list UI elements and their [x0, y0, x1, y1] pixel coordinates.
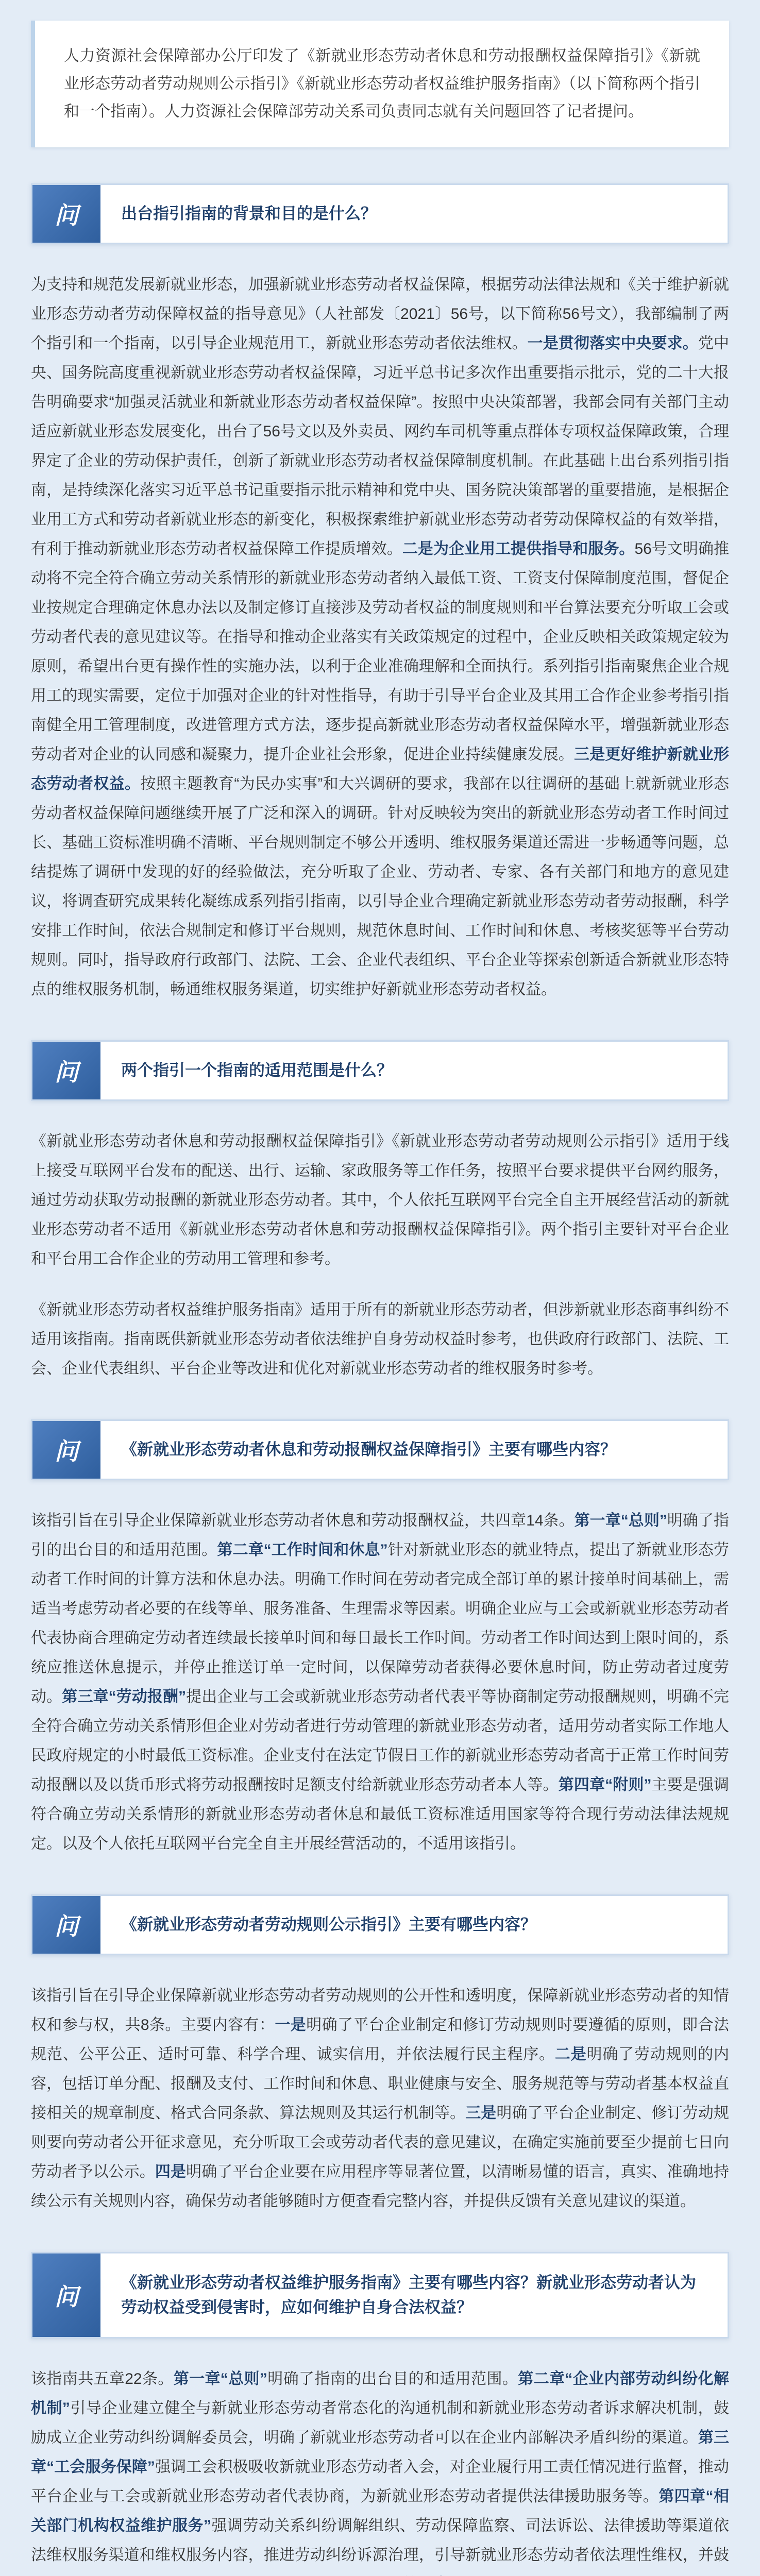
answer-text: 明确了平台企业要在应用程序等显著位置，以清晰易懂的语言，真实、准确地持续公示有关规则内容，确保劳动者能够随时方便查看完整内容，并提供反馈有关意见建议的渠道。	[31, 2163, 730, 2210]
answer-highlight: 一是贯彻落实中央要求。	[527, 335, 698, 352]
answer	[31, 1506, 729, 1858]
question-bar	[31, 183, 729, 244]
question-bar	[31, 1894, 729, 1955]
answer-highlight: 第三章“工会服务保障”	[31, 2429, 730, 2476]
question-bar	[31, 2252, 729, 2338]
answer-text: 提出企业与工会或新就业形态劳动者代表平等协商制定劳动报酬规则，明确不完全符合确立劳动关系情形但企业对劳动者进行劳动管理的新就业形态劳动者，适用劳动者实际工作地人民政府规定的小时最低工资标准。企业支付在法定节假日工作的新就业形态劳动者高于正常工作时间劳动报酬以及以货币形式将劳动报酬按时足额支付给新就业形态劳动者本人等。	[31, 1688, 730, 1793]
answer-highlight: 三是	[465, 2105, 497, 2122]
answer-highlight: 一是	[275, 2016, 307, 2033]
question-icon: 问	[32, 185, 100, 243]
answer	[31, 1127, 729, 1383]
answer-text: 强调工会积极吸收新就业形态劳动者入会，对企业履行用工责任情况进行监督，推动平台企业与工会或新就业形态劳动者代表协商，为新就业形态劳动者提供法律援助服务等。	[31, 2459, 730, 2505]
question-title: 出台指引指南的背景和目的是什么？	[121, 205, 377, 223]
answer-text: 明确了指引的出台目的和适用范围。	[31, 1512, 730, 1558]
answer-paragraph	[31, 1127, 729, 1274]
answer-highlight: 第四章“附则”	[558, 1776, 652, 1793]
answer-text: 明确了指南的出台目的和适用范围。	[267, 2370, 518, 2387]
answer-text: 明确了平台企业制定、修订劳动规则要向劳动者公开征求意见，充分听取工会或劳动者代表的意见建议，在确定实施前要至少提前七日向劳动者予以公示。	[31, 2105, 730, 2180]
answer-text: 《新就业形态劳动者权益维护服务指南》适用于所有的新就业形态劳动者，但涉新就业形态商事纠纷不适用该指南。指南既供新就业形态劳动者依法维护自身劳动权益时参考，也供政府行政部门、法院、工会、企业代表组织、平台企业等改进和优化对新就业形态劳动者的维权服务时参考。	[31, 1301, 729, 1377]
question-icon: 问	[32, 1042, 100, 1099]
answer-text: 明确了平台企业制定和修订劳动规则时要遵循的原则，即合法规范、公平公正、适时可靠、科学合理、诚实信用，并依法履行民主程序。	[31, 2016, 730, 2063]
question-icon: 问	[32, 2253, 100, 2337]
answer-paragraph	[31, 1981, 729, 2216]
qa-block	[0, 2252, 760, 2576]
answer-text: 该指引旨在引导企业保障新就业形态劳动者休息和劳动报酬权益，共四章14条。	[31, 1512, 575, 1529]
question-title: 《新就业形态劳动者休息和劳动报酬权益保障指引》主要有哪些内容？	[121, 1440, 616, 1459]
answer-highlight: 第二章“工作时间和休息”	[217, 1541, 388, 1558]
answer-highlight: 第四章“相关部门机构权益维护服务”	[31, 2488, 730, 2534]
answer	[31, 270, 729, 1004]
question-bar	[31, 1040, 729, 1101]
qa-list	[0, 183, 760, 2576]
question-title: 《新就业形态劳动者权益维护服务指南》主要有哪些内容？新就业形态劳动者认为劳动权益受到侵害时，应如何维护自身合法权益？	[121, 2274, 696, 2316]
answer-paragraph	[31, 270, 729, 1004]
question-title: 《新就业形态劳动者劳动规则公示指引》主要有哪些内容？	[121, 1916, 536, 1934]
question-icon: 问	[32, 1421, 100, 1479]
qa-block	[0, 1040, 760, 1383]
answer-paragraph	[31, 2364, 729, 2576]
answer-paragraph	[31, 1295, 729, 1383]
answer-text: 按照主题教育“为民办实事”和大兴调研的要求，我部在以往调研的基础上就新就业形态劳动者权益保障问题继续开展了广泛和深入的调研。针对反映较为突出的新就业形态劳动者工作时间过长、基础工资标准明确不清晰、平台规则制定不够公开透明、维权服务渠道还需进一步畅通等问题，总结提炼了调研中发现的好的经验做法，充分听取了企业、劳动者、专家、各有关部门和地方的意见建议，将调查研究成果转化凝练成系列指引指南，以引导企业合理确定新就业形态劳动者劳动报酬，科学安排工作时间，依法合规制定和修订平台规则，规范休息时间、工作时间和休息、考核奖惩等平台劳动规则。同时，指导政府行政部门、法院、工会、企业代表组织、平台企业等探索创新适合新就业形态特点的维权服务机制，畅通维权服务渠道，切实维护好新就业形态劳动者权益。	[31, 775, 730, 998]
answer-text: 主要是强调符合确立劳动关系情形的新就业形态劳动者休息和最低工资标准适用国家等符合现行劳动法律法规规定。以及个人依托互联网平台完全自主开展经营活动的，不适用该指引。	[31, 1776, 730, 1852]
answer-text: 56号文明确推动将不完全符合确立劳动关系情形的新就业形态劳动者纳入最低工资、工资支付保障制度范围，督促企业按规定合理确定休息办法以及制定修订直接涉及劳动者权益的制度规则和平台算法要充分听取工会或劳动者代表的意见建议等。在指导和推动企业落实有关政策规定的过程中，企业反映相关政策规定较为原则，希望出台更有操作性的实施办法，以利于企业准确理解和全面执行。系列指引指南聚焦企业合规用工的现实需要，定位于加强对企业的针对性指导，有助于引导平台企业及其用工合作企业参考指引指南健全用工管理制度，改进管理方式方法，逐步提高新就业形态劳动者权益保障水平，增强新就业形态劳动者对企业的认同感和凝聚力，提升企业社会形象，促进企业持续健康发展。	[31, 540, 730, 763]
answer-text: 党中央、国务院高度重视新就业形态劳动者权益保障，习近平总书记多次作出重要指示批示，党的二十大报告明确要求“加强灵活就业和新就业形态劳动者权益保障”。按照中央决策部署，我部会同有关部门主动适应新就业形态发展变化，出台了56号文以及外卖员、网约车司机等重点群体专项权益保障政策，合理界定了企业的劳动保护责任，创新了新就业形态劳动者权益保障制度机制。在此基础上出台系列指引指南，是持续深化落实习近平总书记重要指示批示精神和党中央、国务院决策部署的重要措施，是根据企业用工方式和劳动者新就业形态的新变化，积极探索维护新就业形态劳动者劳动保障权益的有效举措，有利于推动新就业形态劳动者权益保障工作提质增效。	[31, 335, 730, 557]
answer-text: 引导企业建立健全与新就业形态劳动者常态化的沟通机制和新就业形态劳动者诉求解决机制，鼓励成立企业劳动纠纷调解委员会，明确了新就业形态劳动者可以在企业内部解决矛盾纠纷的渠道。	[31, 2400, 730, 2446]
intro-text: 人力资源社会保障部办公厅印发了《新就业形态劳动者休息和劳动报酬权益保障指引》《新就业形态劳动者劳动规则公示指引》《新就业形态劳动者权益维护服务指南》（以下简称两个指引和一个指南）。人力资源社会保障部劳动关系司负责同志就有关问题回答了记者提问。	[64, 47, 700, 120]
answer-text: 针对新就业形态的就业特点，提出了新就业形态劳动者工作时间的计算方法和休息办法。明确工作时间在劳动者完成全部订单的累计接单时间基础上，需适当考虑劳动者必要的在线等单、服务准备、生理需求等因素。明确企业应与工会或新就业形态劳动者代表协商合理确定劳动者连续最长接单时间和每日最长工作时间。劳动者工作时间达到上限时间的，系统应推送休息提示，并停止推送订单一定时间，以保障劳动者获得必要休息时间，防止劳动者过度劳动。	[31, 1541, 730, 1705]
answer	[31, 2364, 729, 2576]
qa-block	[0, 183, 760, 1004]
question-icon: 问	[32, 1896, 100, 1954]
answer-text: 《新就业形态劳动者休息和劳动报酬权益保障指引》《新就业形态劳动者劳动规则公示指引》适用于线上接受互联网平台发布的配送、出行、运输、家政服务等工作任务，按照平台要求提供平台网约服务，通过劳动获取劳动报酬的新就业形态劳动者。其中，个人依托互联网平台完全自主开展经营活动的新就业形态劳动者不适用《新就业形态劳动者休息和劳动报酬权益保障指引》。两个指引主要针对平台企业和平台用工合作企业的劳动用工管理和参考。	[31, 1133, 729, 1267]
answer-highlight: 第三章“劳动报酬”	[62, 1688, 187, 1705]
answer-highlight: 第一章“总则”	[574, 1512, 667, 1529]
answer-text: 该指引旨在引导企业保障新就业形态劳动者劳动规则的公开性和透明度，保障新就业形态劳动者的知情权和参与权，共8条。主要内容有：	[31, 1987, 729, 2033]
answer-text: 明确了劳动规则的内容，包括订单分配、报酬及支付、工作时间和休息、职业健康与安全、服务规范等与劳动者基本权益直接相关的规章制度、格式合同条款、算法规则及其运行机制等。	[31, 2046, 730, 2122]
question-bar	[31, 1419, 729, 1480]
answer-highlight: 第二章“企业内部劳动纠纷化解机制”	[31, 2370, 730, 2417]
question-title: 两个指引一个指南的适用范围是什么？	[121, 1061, 393, 1079]
answer	[31, 1981, 729, 2216]
answer-highlight: 第一章“总则”	[173, 2370, 267, 2387]
intro-box	[31, 21, 729, 147]
answer-highlight: 二是	[554, 2046, 587, 2063]
qa-block	[0, 1894, 760, 2216]
answer-highlight: 四是	[155, 2163, 187, 2180]
answer-text: 强调劳动关系纠纷调解组织、劳动保障监察、司法诉讼、法律援助等渠道依法维权服务渠道和维权服务内容，推进劳动纠纷诉源治理，引导新就业形态劳动者依法理性维权，并鼓	[31, 2517, 729, 2564]
answer-highlight: 二是为企业用工提供指导和服务。	[402, 540, 635, 557]
qa-block	[0, 1419, 760, 1858]
answer-paragraph	[31, 1506, 729, 1858]
answer-text: 为支持和规范发展新就业形态，加强新就业形态劳动者权益保障，根据劳动法律法规和《关于维护新就业形态劳动者劳动保障权益的指导意见》（人社部发〔2021〕56号，以下简称56号文），我部编制了两个指引和一个指南，以引导企业规范用工，新就业形态劳动者依法维权。	[31, 276, 729, 352]
answer-text: 该指南共五章22条。	[31, 2370, 174, 2387]
answer-highlight: 三是更好维护新就业形态劳动者权益。	[31, 746, 730, 792]
